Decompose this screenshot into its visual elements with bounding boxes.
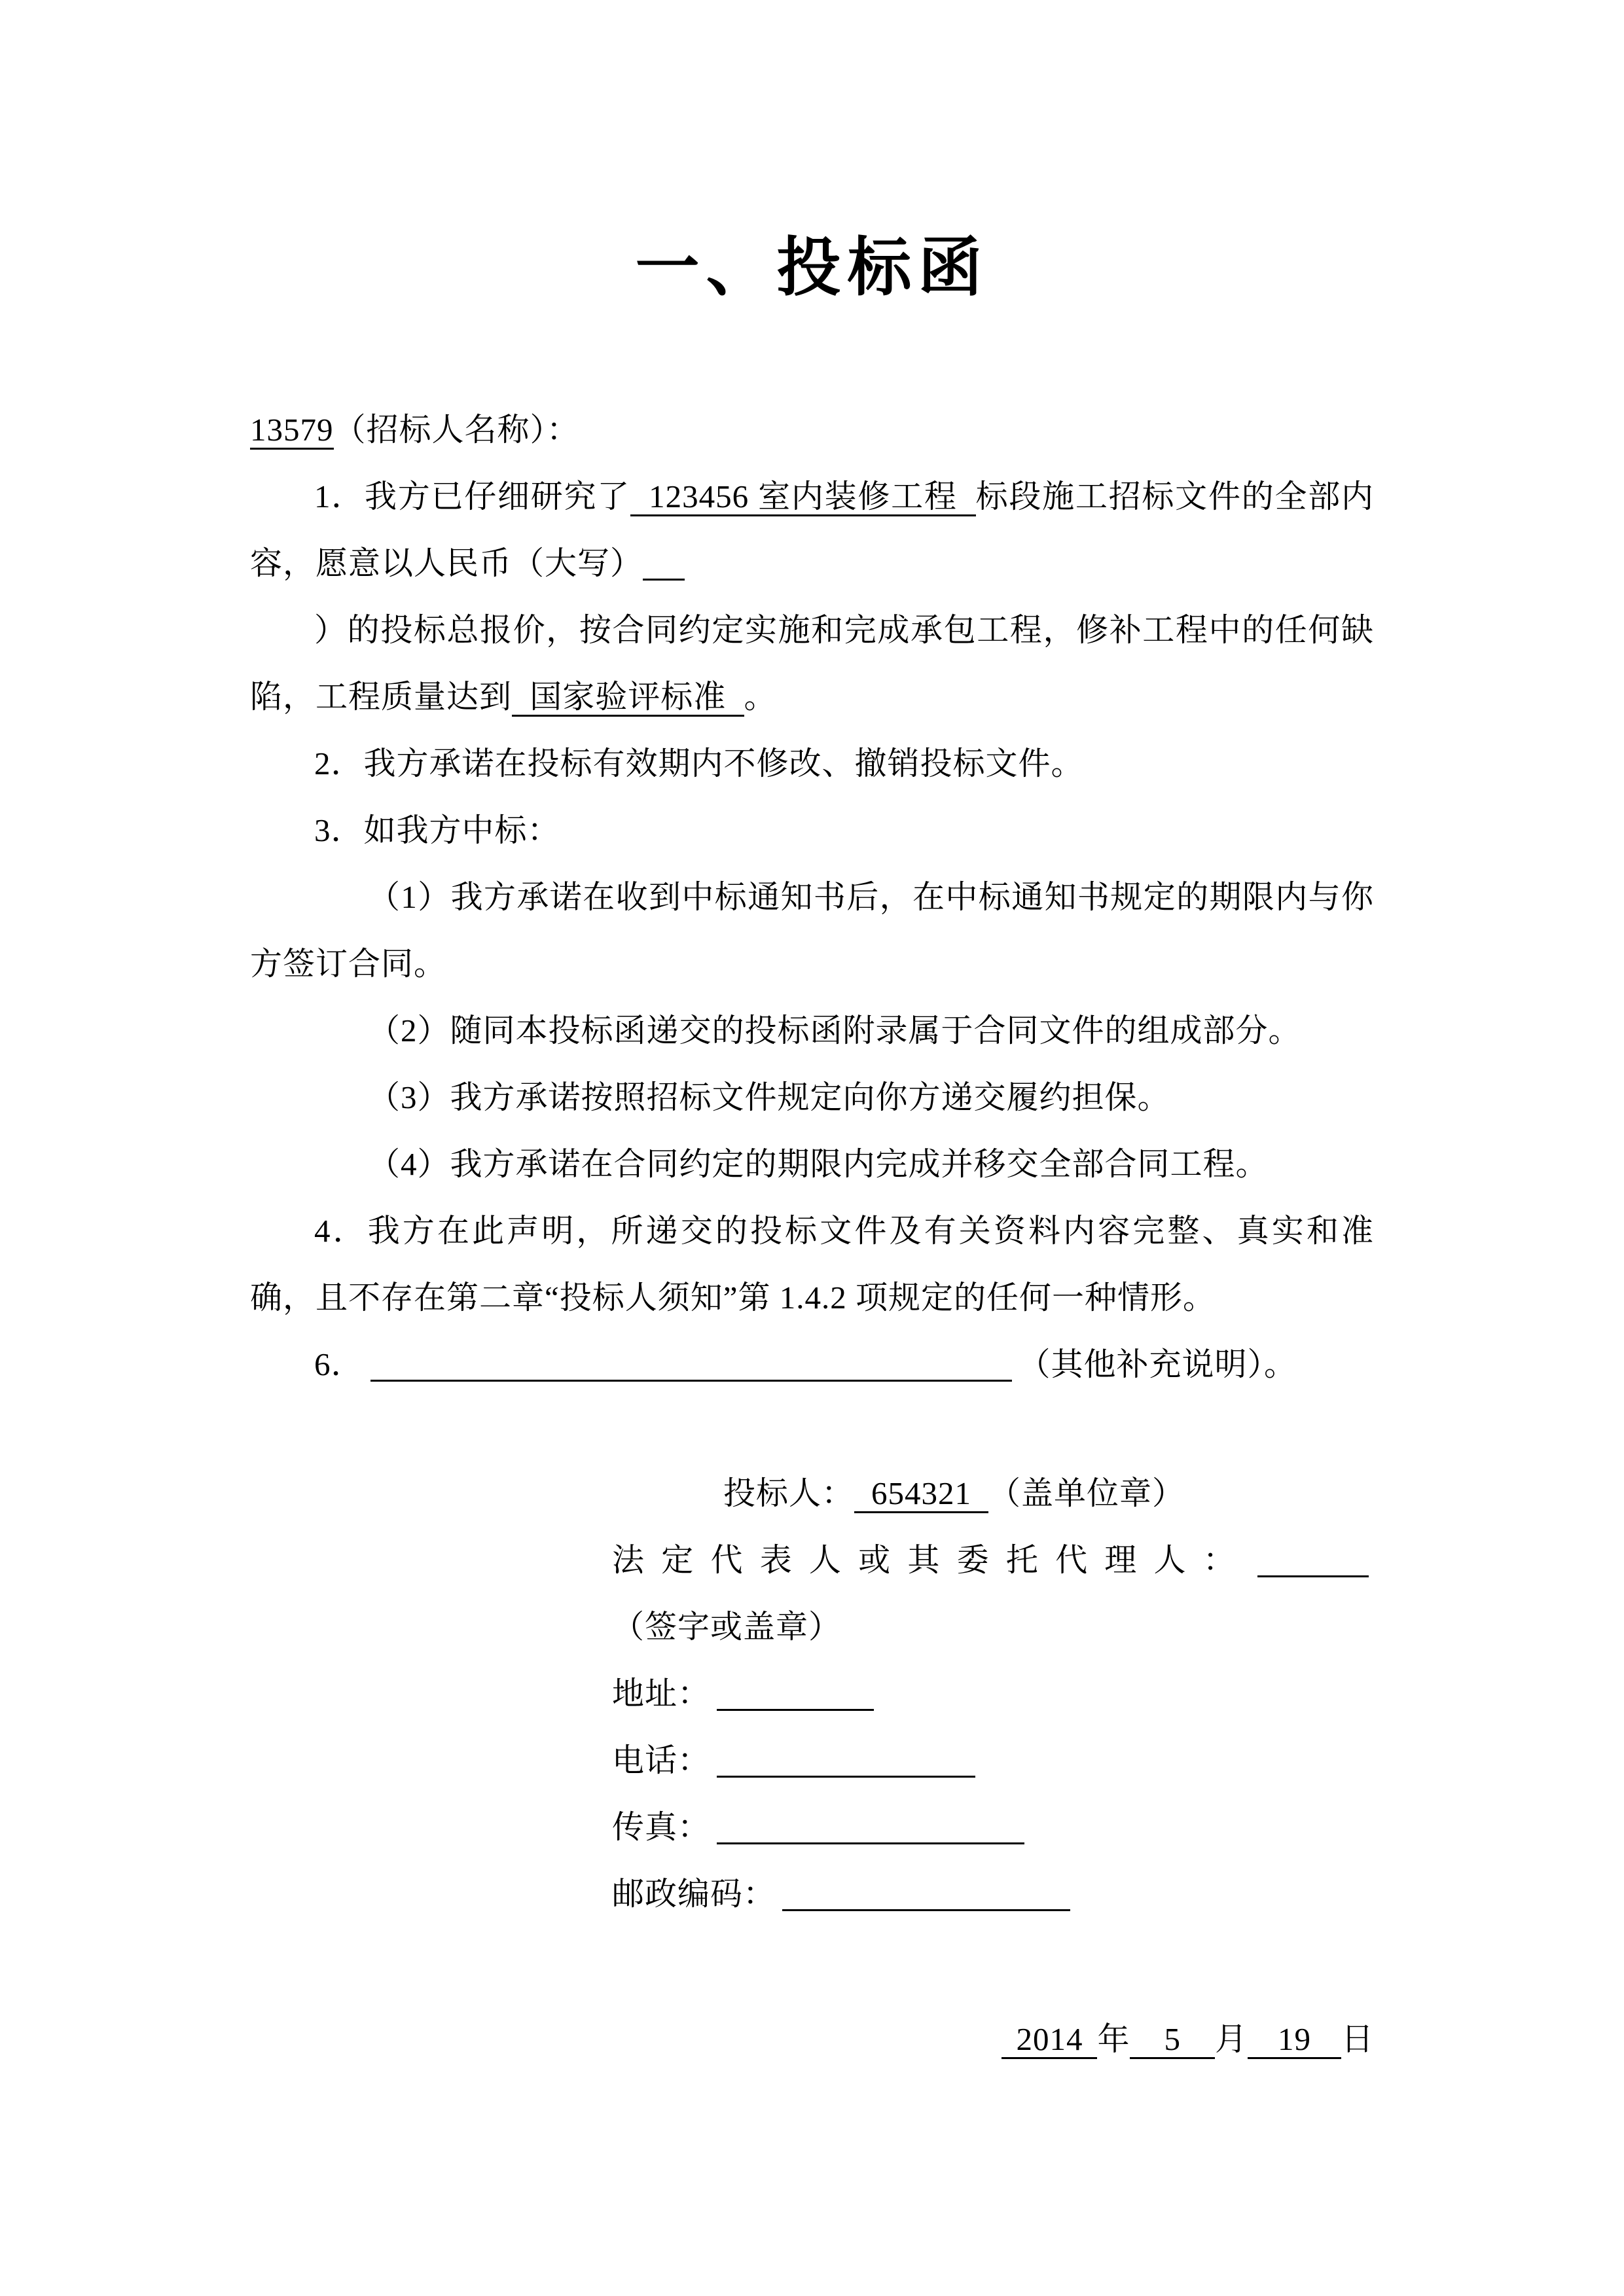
paragraph-5-subitem-1: （1）我方承诺在收到中标通知书后，在中标通知书规定的期限内与你方签订合同。 (250, 879, 1374, 982)
address-blank (717, 1701, 874, 1711)
paragraph-3: 2．我方承诺在投标有效期内不修改、撤销投标文件。 (314, 745, 1084, 781)
document-title: 一、投标函 (635, 233, 989, 304)
bidder-name-underlined: 13579 (250, 412, 334, 450)
paragraph-10 (250, 1331, 1374, 1398)
paragraph-4: 3．如我方中标： (314, 812, 560, 848)
paragraph-1 (250, 463, 1374, 597)
legal-representative-label: 法定代表人或其委托代理人： (612, 1542, 1252, 1578)
bidder-line (612, 1460, 1374, 1527)
postcode-label: 邮政编码： (612, 1876, 776, 1912)
p10-number: 6． (314, 1346, 364, 1382)
date-year-underlined: 2014 (1001, 2021, 1097, 2059)
salutation-line (250, 397, 1374, 463)
phone-line (612, 1727, 1374, 1794)
p2-quality-standard-underlined: 国家验评标准 (512, 679, 744, 717)
legal-representative-sign-note: （签字或盖章） (612, 1609, 842, 1645)
fax-line (612, 1794, 1374, 1861)
paragraph-6-subitem-2: （2）随同本投标函递交的投标函附录属于合同文件的组成部分。 (368, 1013, 1301, 1049)
date-line (250, 2006, 1374, 2073)
date-month-unit: 月 (1214, 2021, 1248, 2057)
paragraph-2 (250, 597, 1374, 730)
fax-blank (717, 1835, 1024, 1844)
postcode-blank (782, 1901, 1070, 1911)
date-day-underlined: 19 (1248, 2021, 1341, 2059)
legal-representative-blank (1257, 1568, 1369, 1577)
paragraph-8-subitem-4: （4）我方承诺在合同约定的期限内完成并移交全部合同工程。 (368, 1146, 1269, 1182)
phone-label: 电话： (612, 1742, 711, 1778)
p10-suffix: （其他补充说明）。 (1018, 1346, 1297, 1382)
address-label: 地址： (612, 1676, 711, 1712)
date-day-unit: 日 (1341, 2021, 1374, 2057)
legal-representative-line (612, 1527, 1374, 1660)
date-year-unit: 年 (1097, 2021, 1130, 2057)
p2-text-2: 。 (744, 679, 777, 715)
paragraph-7-subitem-3: （3）我方承诺按照招标文件规定向你方递交履约担保。 (368, 1079, 1170, 1115)
phone-blank (717, 1768, 975, 1778)
bidder-value-underlined: 654321 (854, 1475, 988, 1513)
salutation-suffix: （招标人名称）： (333, 412, 580, 448)
fax-label: 传真： (612, 1809, 711, 1845)
bidder-seal-note: （盖单位章） (988, 1475, 1185, 1511)
p10-supplement-blank (370, 1372, 1012, 1382)
p2-text-1: ）的投标总报价，按合同约定实施和完成承包工程，修补工程中的任何缺陷，工程质量达到 (250, 612, 1374, 715)
address-line (612, 1660, 1374, 1727)
p1-project-name-underlined: 123456 室内装修工程 (630, 478, 976, 516)
p1-text-2: 标段施工招标文件的全部内容，愿意以人民币（大写） (250, 478, 1374, 581)
bidder-label: 投标人： (723, 1475, 855, 1511)
signature-block (612, 1460, 1374, 1928)
p1-text-1: 1．我方已仔细研究了 (314, 478, 631, 514)
paragraph-9: 4．我方在此声明，所递交的投标文件及有关资料内容完整、真实和准确，且不存在第二章“投标人须知”第 1.4.2 项规定的任何一种情形。 (250, 1213, 1374, 1316)
p1-amount-blank (643, 571, 685, 581)
postcode-line (612, 1861, 1374, 1928)
date-month-underlined: 5 (1130, 2021, 1215, 2059)
